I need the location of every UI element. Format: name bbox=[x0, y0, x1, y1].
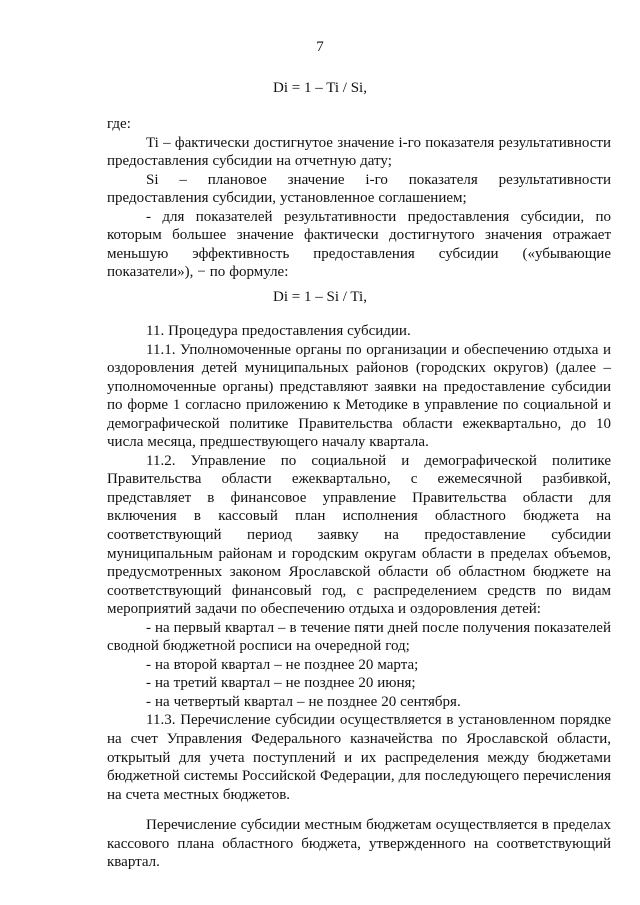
formula-di-decreasing: Di = 1 – Si / Ti, bbox=[273, 289, 367, 305]
paragraph-11-2: 11.2. Управление по социальной и демографической политике Правительства области ежеквартально, с ежемесячной разбивкой, представляет в финансовое управление Правительства области для включения в кассовый план исполнения областного бюджета на соответствующий период заявку на предоставление субсидии муниципальным районам и городским округам области в пределах объемов, предусмотренных законом Ярославской области об областном бюджете на соответствующий финансовый год, с распределением средств по видам мероприятий задачи по обеспечению отдыха и оздоровления детей: bbox=[107, 452, 611, 618]
section-11-heading: 11. Процедура предоставления субсидии. bbox=[146, 323, 411, 339]
list-item-q3: - на третий квартал – не позднее 20 июня; bbox=[146, 675, 416, 692]
list-item-q2: - на второй квартал – не позднее 20 марта; bbox=[146, 656, 419, 673]
where-label: где: bbox=[107, 116, 131, 132]
list-item-q1: - на первый квартал – в течение пяти дней после получения показателей сводной бюджетной росписи на очередной год; bbox=[107, 619, 611, 655]
paragraph-11-1: 11.1. Уполномоченные органы по организации и обеспечению отдыха и оздоровления детей муниципальных районов (городских округов) (далее – уполномоченные органы) представляют заявки на предоставление субсидии по форме 1 согласно приложению к Методике в управление по социальной и демографической политике Правительства области ежеквартально, до 10 числа месяца, предшествующего началу квартала. bbox=[107, 341, 611, 451]
paragraph-si-definition: Si – плановое значение i-го показателя результативности предоставления субсидии, установленное соглашением; bbox=[107, 171, 611, 207]
formula-di-increasing: Di = 1 – Ti / Si, bbox=[273, 80, 367, 96]
list-item-q4: - на четвертый квартал – не позднее 20 сентября. bbox=[146, 693, 461, 710]
paragraph-11-3: 11.3. Перечисление субсидии осуществляется в установленном порядке на счет Управления Федерального казначейства по Ярославской области, открытый для учета поступлений и их распределения между бюджетами бюджетной системы Российской Федерации, для последующего перечисления на счета местных бюджетов. bbox=[107, 712, 611, 803]
procedure-block bbox=[107, 322, 611, 872]
paragraph-decreasing-indicators: - для показателей результативности предоставления субсидии, по которым большее значение фактически достигнутого значения отражает меньшую эффективность предоставления субсидии («убывающие показатели»), − по формуле: bbox=[107, 208, 611, 281]
paragraph-ti-definition: Ti – фактически достигнутое значение i-го показателя результативности предоставления субсидии на отчетную дату; bbox=[107, 134, 611, 170]
paragraph-11-3-transfer: Перечисление субсидии местным бюджетам осуществляется в пределах кассового плана областного бюджета, утвержденного на соответствующий квартал. bbox=[107, 817, 611, 871]
definitions-block bbox=[107, 115, 611, 282]
page-number: 7 bbox=[316, 39, 324, 55]
